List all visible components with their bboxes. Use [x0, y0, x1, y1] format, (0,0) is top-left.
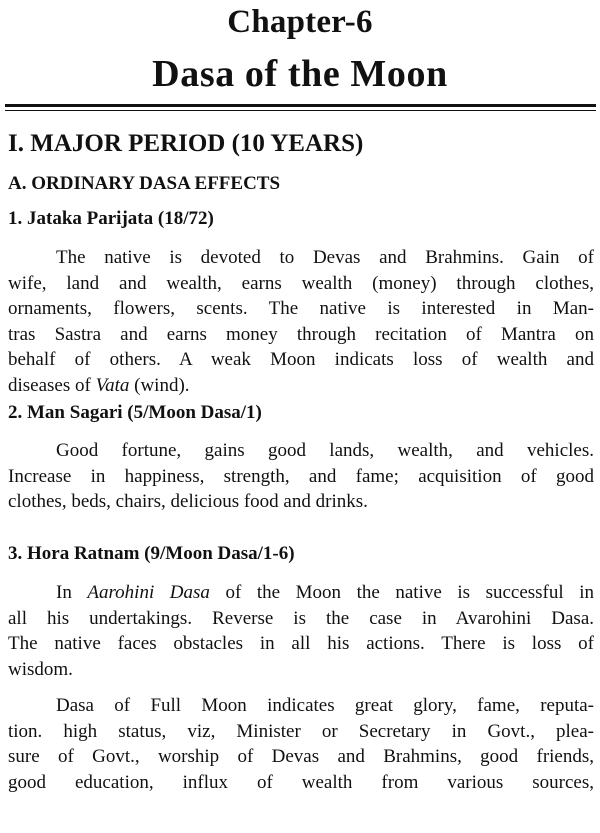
text-line: ornaments, flowers, scents. The native is interested in Man- — [8, 298, 594, 319]
paragraph-man-sagari — [8, 438, 594, 515]
text-line: clothes, beds, chairs, delicious food and drinks. — [8, 491, 368, 512]
paragraph-hora-ratnam-1 — [8, 580, 594, 682]
text-line — [8, 580, 594, 606]
section-heading-man-sagari: 2. Man Sagari (5/Moon Dasa/1) — [8, 402, 262, 423]
text-segment: of the Moon the native is successful in — [209, 582, 594, 603]
text-line: sure of Govt., worship of Devas and Brahmins, good friends, — [8, 746, 594, 767]
italic-term: Vata — [95, 374, 130, 396]
text-line: all his undertakings. Reverse is the case in Avarohini Dasa. — [8, 607, 594, 629]
text-line: good education, influx of wealth from various sources, — [8, 771, 594, 793]
title-rule-thick — [5, 104, 596, 107]
text-line: Dasa of Full Moon indicates great glory, fame, reputa- — [56, 695, 594, 716]
text-line: behalf of others. A weak Moon indicats loss of wealth and — [8, 349, 594, 370]
text-line: wife, land and wealth, earns wealth (money) through clothes, — [8, 272, 594, 294]
text-line: Increase in happiness, strength, and fame; acquisition of good — [8, 465, 594, 487]
text-line: tion. high status, viz, Minister or Secretary in Govt., plea- — [8, 720, 594, 742]
major-period-heading: I. MAJOR PERIOD (10 YEARS) — [8, 130, 364, 157]
italic-term: Aarohini Dasa — [87, 582, 210, 603]
section-heading-hora-ratnam: 3. Hora Ratnam (9/Moon Dasa/1-6) — [8, 543, 295, 564]
text-line: tras Sastra and earns money through recitation of Mantra on — [8, 323, 594, 345]
paragraph-hora-ratnam-2 — [8, 693, 594, 795]
text-segment: In — [56, 582, 88, 603]
text-segment: diseases of — [8, 374, 96, 396]
ordinary-effects-heading: A. ORDINARY DASA EFFECTS — [8, 173, 281, 194]
text-line — [8, 373, 594, 399]
title-rule-thin — [5, 110, 596, 111]
section-heading-jataka-parijata: 1. Jataka Parijata (18/72) — [8, 208, 214, 229]
chapter-number: Chapter-6 — [227, 4, 373, 40]
text-line: The native faces obstacles in all his actions. There is loss of — [8, 633, 594, 654]
text-line: The native is devoted to Devas and Brahmins. Gain of — [56, 247, 594, 268]
text-line: wisdom. — [8, 658, 73, 680]
chapter-title: Dasa of the Moon — [152, 53, 448, 95]
paragraph-jataka-parijata — [8, 245, 594, 398]
text-line: Good fortune, gains good lands, wealth, and vehicles. — [56, 440, 594, 461]
text-segment: (wind). — [129, 374, 190, 396]
